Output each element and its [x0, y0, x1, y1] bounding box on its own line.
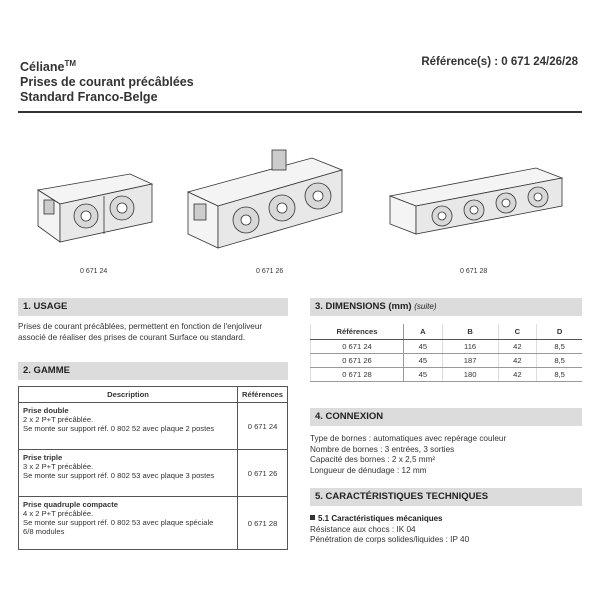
product-desc: 2 x 2 P+T précâblée. — [23, 415, 94, 424]
dimensions-table — [310, 324, 582, 382]
product-code: 0 671 28 — [460, 268, 488, 275]
reference-numbers: Référence(s) : 0 671 24/26/28 — [421, 56, 578, 68]
section-connexion-heading: 4. CONNEXION — [310, 408, 582, 426]
dim-cell: 8,5 — [537, 340, 582, 354]
dim-cell: 42 — [498, 354, 537, 368]
dim-cell: 187 — [442, 354, 498, 368]
product-image-double — [30, 160, 160, 250]
dim-cell: 8,5 — [537, 368, 582, 382]
dim-col-c: C — [498, 324, 537, 340]
bullet-icon — [310, 515, 315, 520]
connexion-line: Type de bornes : automatiques avec repérage couleur — [310, 434, 507, 443]
section-caracteristiques-heading: 5. CARACTÉRISTIQUES TECHNIQUES — [310, 488, 582, 506]
product-mounting: Se monte sur support réf. 0 802 53 avec plaque spéciale — [23, 518, 214, 527]
table-row — [311, 368, 583, 382]
section-gamme-heading: 2. GAMME — [18, 362, 288, 380]
usage-text: Prises de courant précâblées, permettent en fonction de l'enjoliveur associé de réaliser des prises de courant Surface ou standard. — [18, 322, 263, 342]
product-mounting: Se monte sur support réf. 0 802 53 avec plaque 3 postes — [23, 471, 215, 480]
dim-col-d: D — [537, 324, 582, 340]
dim-cell: 0 671 26 — [311, 354, 404, 368]
dim-cell: 0 671 24 — [311, 340, 404, 354]
product-ref: 0 671 28 — [238, 497, 288, 550]
sub-heading: 5.1 Caractéristiques mécaniques — [318, 514, 443, 523]
caracteristiques-text — [310, 514, 582, 546]
product-image-quadruple — [386, 160, 566, 240]
header-divider — [18, 111, 582, 113]
product-ref: 0 671 26 — [238, 450, 288, 497]
product-desc: 4 x 2 P+T précâblée. — [23, 509, 94, 518]
product-desc: 3 x 2 P+T précâblée. — [23, 462, 94, 471]
connexion-line: Capacité des bornes : 2 x 2,5 mm² — [310, 455, 436, 464]
dim-cell: 42 — [498, 368, 537, 382]
dim-col-references: Références — [311, 324, 404, 340]
title-line-2: Prises de courant précâblées — [20, 75, 194, 90]
title-line-3: Standard Franco-Belge — [20, 90, 158, 105]
table-row — [19, 450, 288, 497]
product-image-triple — [182, 140, 352, 255]
connexion-line: Nombre de bornes : 3 entrées, 3 sorties — [310, 444, 455, 454]
table-row — [19, 403, 288, 450]
connexion-text — [310, 434, 582, 476]
connexion-line: Longueur de dénudage : 12 mm — [310, 465, 427, 475]
section-usage-heading: 1. USAGE — [18, 298, 288, 316]
dim-cell: 116 — [442, 340, 498, 354]
dim-cell: 180 — [442, 368, 498, 382]
caracteristique-line: Résistance aux chocs : IK 04 — [310, 524, 416, 534]
col-description: Description — [19, 387, 238, 403]
product-code: 0 671 26 — [256, 268, 284, 275]
table-row — [311, 354, 583, 368]
table-row — [311, 340, 583, 354]
product-name: Prise double — [23, 406, 69, 415]
dim-col-a: A — [404, 324, 443, 340]
col-references: Références — [238, 387, 288, 403]
trademark: TM — [64, 59, 77, 68]
dim-cell: 0 671 28 — [311, 368, 404, 382]
dim-cell: 45 — [404, 354, 443, 368]
table-row — [19, 497, 288, 550]
dimensions-title: 3. DIMENSIONS (mm) — [315, 301, 412, 312]
dim-col-b: B — [442, 324, 498, 340]
caracteristique-line: Pénétration de corps solides/liquides : IP 40 — [310, 535, 470, 544]
dim-cell: 8,5 — [537, 354, 582, 368]
product-code: 0 671 24 — [80, 268, 108, 275]
product-name: Prise triple — [23, 453, 63, 462]
dim-cell: 45 — [404, 340, 443, 354]
document-title — [20, 56, 194, 105]
dim-cell: 45 — [404, 368, 443, 382]
dim-cell: 42 — [498, 340, 537, 354]
gamme-table — [18, 386, 288, 550]
brand-name: Céliane — [20, 60, 65, 75]
dimensions-suite: (suite) — [414, 302, 437, 311]
product-ref: 0 671 24 — [238, 403, 288, 450]
product-mounting: Se monte sur support réf. 0 802 52 avec plaque 2 postes — [23, 424, 215, 433]
section-dimensions-heading — [310, 298, 582, 316]
product-mounting-cont: 6/8 modules — [23, 527, 65, 536]
product-name: Prise quadruple compacte — [23, 500, 118, 509]
